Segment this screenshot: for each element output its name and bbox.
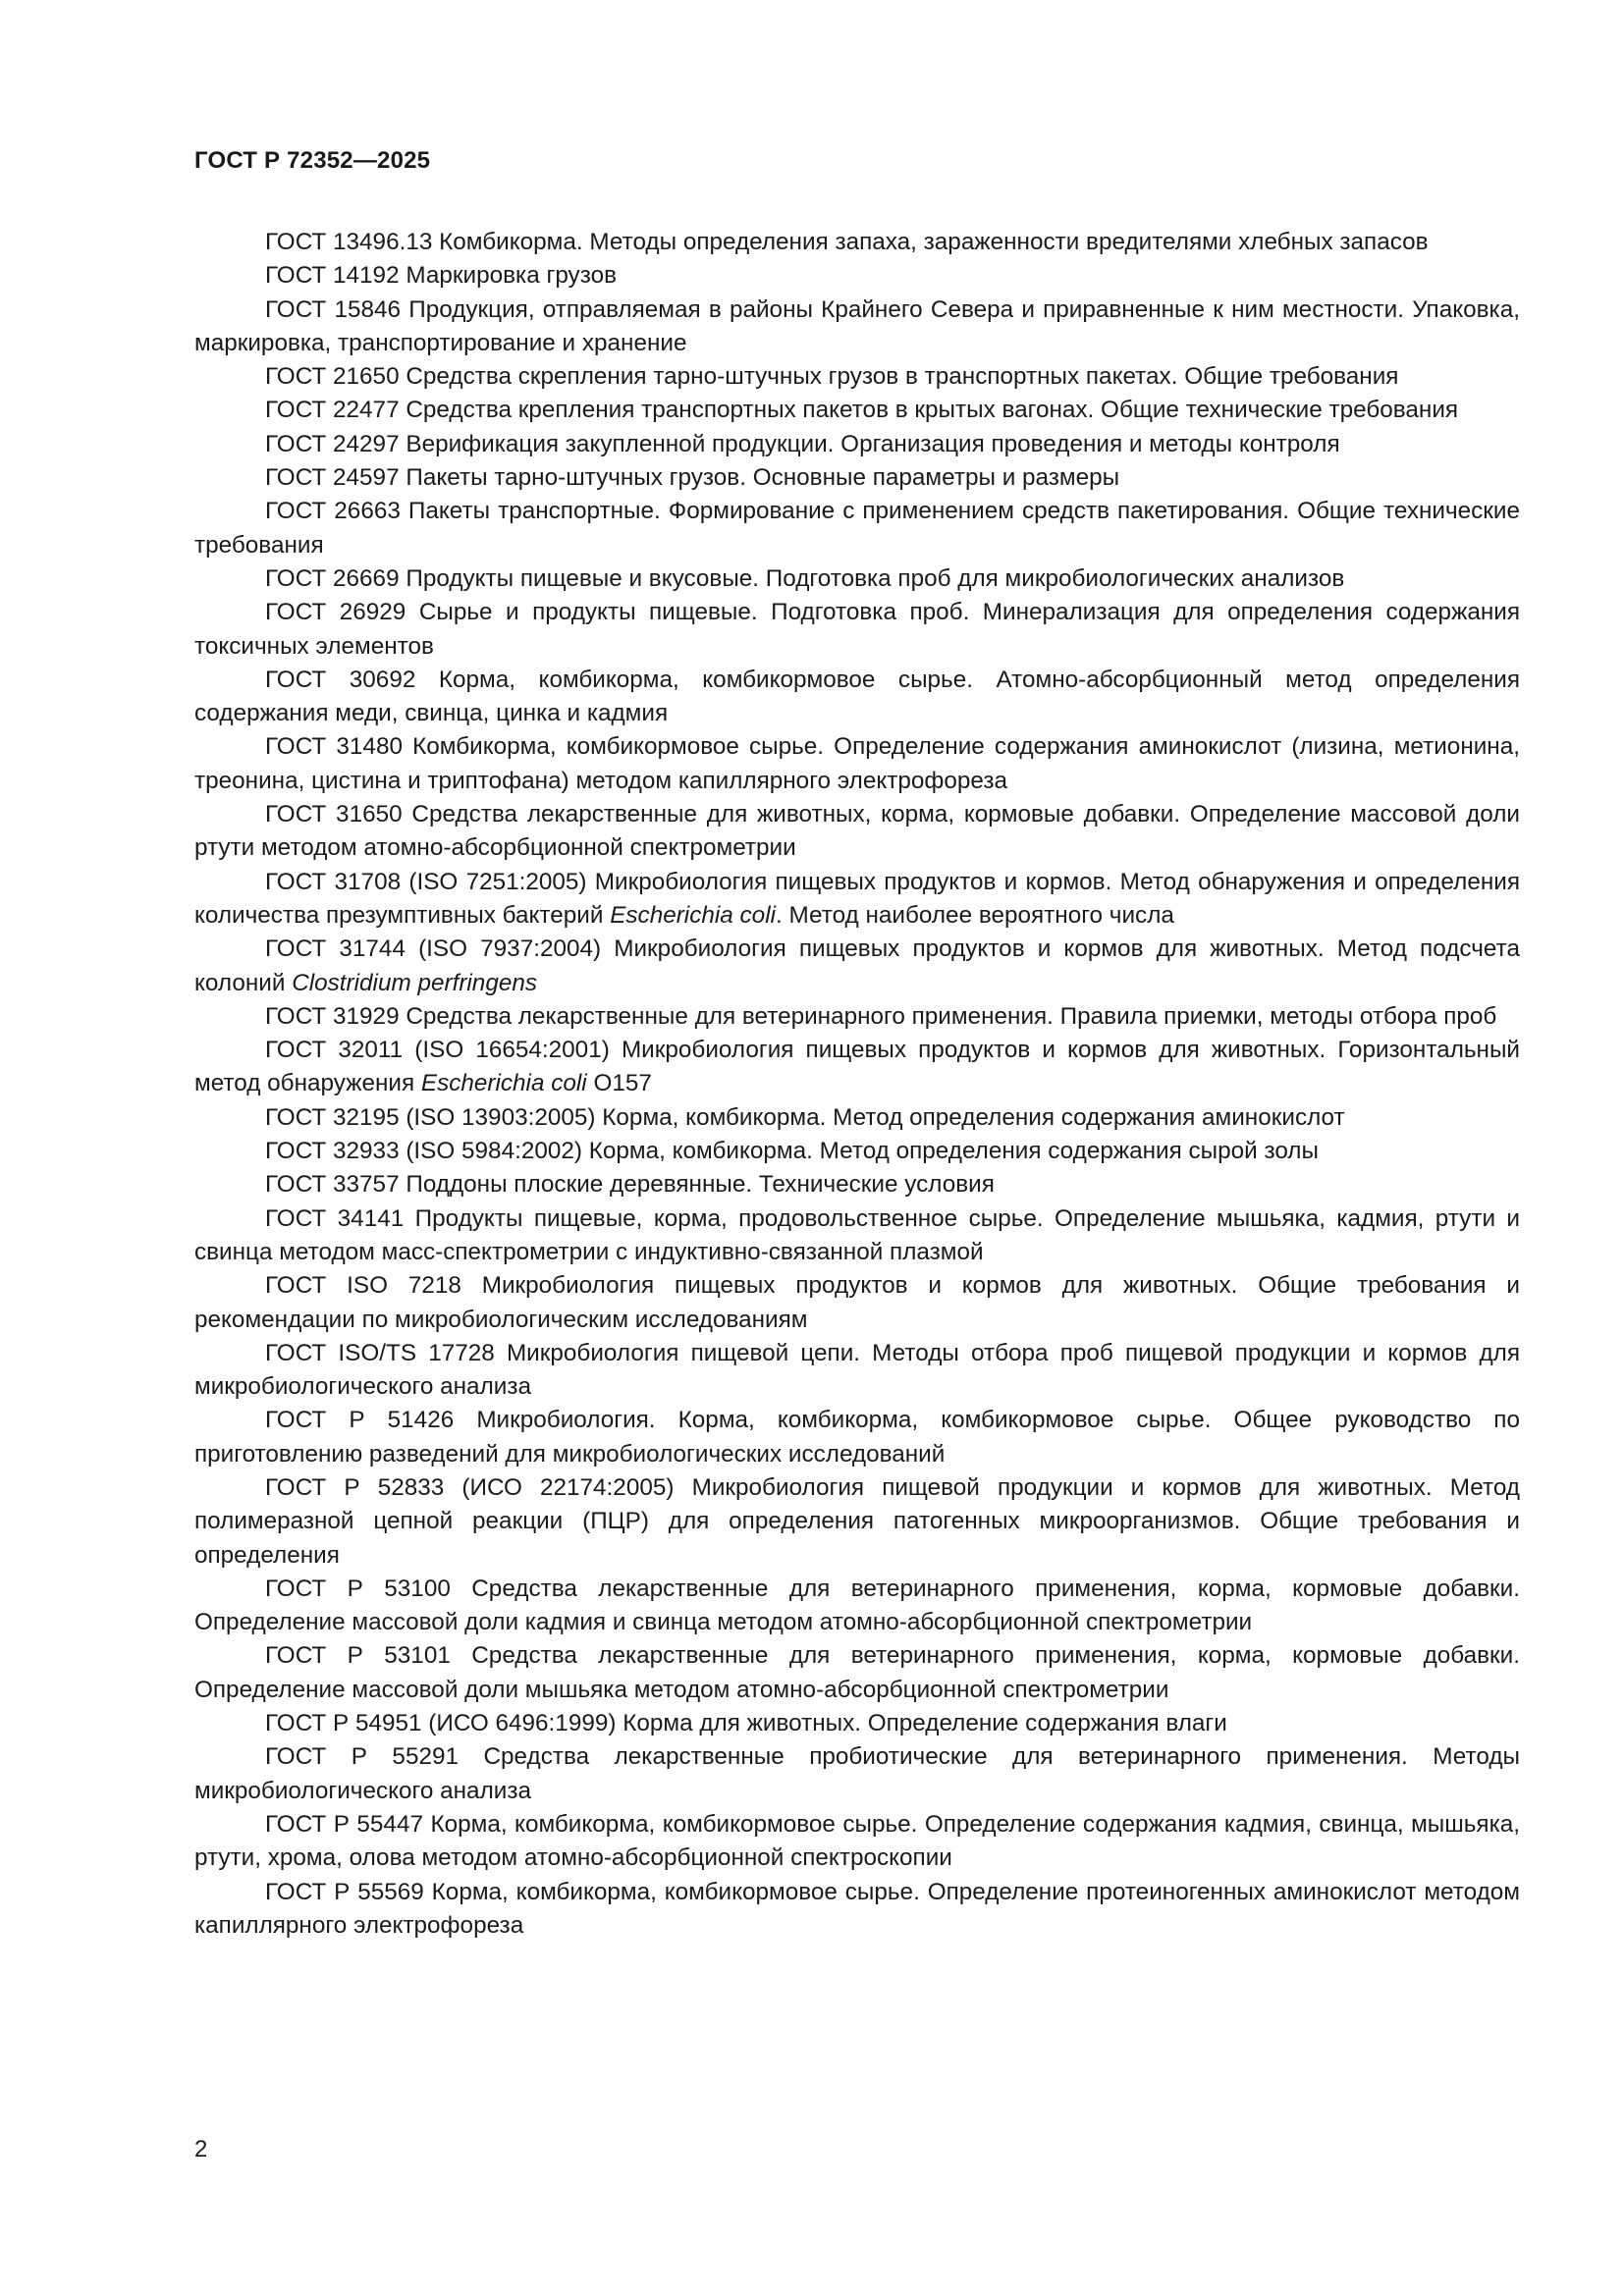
reference-code: ГОСТ 22477 (265, 397, 400, 424)
reference-entry (194, 1034, 1520, 1101)
reference-code: ГОСТ 31929 (265, 1002, 400, 1030)
reference-title: Пакеты транспортные. Формирование с применением средств пакетирования. Общие технические требования (194, 498, 1520, 559)
reference-entry (194, 461, 1520, 495)
reference-code: ГОСТ Р 54951 (ИСО 6496:1999) (265, 1710, 617, 1737)
reference-entry (194, 1707, 1520, 1740)
reference-title: Микробиология. Корма, комбикорма, комбикормовое сырье. Общее руководство по приготовлению разведений для микробиологических исследований (194, 1407, 1520, 1468)
reference-title: Корма, комбикорма. Метод определения содержания сырой золы (588, 1138, 1319, 1165)
reference-title: Микробиология пищевой продукции и кормов для животных. Метод полимеразной цепной реакции (ПЦР) для определения патогенных микроорганизмов. Общие требования и определения (194, 1473, 1520, 1569)
reference-code: ГОСТ 31650 (265, 801, 403, 828)
reference-entry (194, 226, 1520, 259)
reference-code: ГОСТ 32011 (ISO 16654:2001) (265, 1037, 610, 1064)
reference-title: Корма, комбикорма. Метод определения содержания аминокислот (602, 1103, 1345, 1131)
reference-title: Комбикорма. Методы определения запаха, зараженности вредителями хлебных запасов (439, 229, 1429, 255)
reference-title: Верификация закупленной продукции. Организация проведения и методы контроля (406, 430, 1340, 457)
reference-title: Средства лекарственные для животных, корма, кормовые добавки. Определение массовой доли ртути методом атомно-абсорбционной спектрометрии (194, 801, 1520, 862)
reference-entry (194, 562, 1520, 596)
reference-title: Средства лекарственные для ветеринарного применения, корма, кормовые добавки. Определение массовой доли мышьяка методом атомно-абсорбционной спектрометрии (194, 1642, 1520, 1703)
document-header: ГОСТ Р 72352—2025 (194, 147, 431, 174)
reference-title: Корма, комбикорма, комбикормовое сырье. Определение содержания кадмия, свинца, мышьяка, ртути, хрома, олова методом атомно-абсорбционной спектроскопии (194, 1810, 1520, 1872)
reference-entry (194, 1573, 1520, 1640)
species-name: Escherichia coli (610, 901, 776, 929)
reference-entry (194, 360, 1520, 394)
reference-entry (194, 1876, 1520, 1944)
reference-entry (194, 866, 1520, 934)
reference-title: Микробиология пищевой цепи. Методы отбора проб пищевой продукции и кормов для микробиологического анализа (194, 1339, 1520, 1401)
reference-title: Продукты пищевые и вкусовые. Подготовка проб для микробиологических анализов (406, 564, 1345, 592)
reference-entry (194, 294, 1520, 361)
reference-title: Корма для животных. Определение содержания влаги (623, 1710, 1227, 1737)
reference-title-after: O157 (586, 1070, 652, 1097)
reference-title: Сырье и продукты пищевые. Подготовка проб. Минерализация для определения содержания токсичных элементов (194, 599, 1520, 660)
reference-code: ГОСТ 26669 (265, 564, 400, 592)
reference-entry (194, 1101, 1520, 1135)
reference-code: ГОСТ 13496.13 (265, 229, 433, 255)
reference-entry (194, 495, 1520, 562)
reference-code: ГОСТ Р 53101 (265, 1642, 451, 1670)
reference-entry (194, 1000, 1520, 1034)
reference-title: Маркировка грузов (406, 262, 617, 290)
normative-references-list (194, 226, 1520, 1943)
reference-entry (194, 1337, 1520, 1405)
reference-title: Средства лекарственные пробиотические для ветеринарного применения. Методы микробиологического анализа (194, 1743, 1520, 1804)
reference-entry (194, 730, 1520, 798)
reference-code: ГОСТ 26929 (265, 599, 406, 626)
reference-entry (194, 933, 1520, 1000)
reference-code: ГОСТ 32933 (ISO 5984:2002) (265, 1138, 582, 1165)
reference-code: ГОСТ 30692 (265, 666, 416, 693)
reference-code: ГОСТ 33757 (265, 1171, 400, 1199)
reference-title-after: . Метод наиболее вероятного числа (776, 901, 1174, 929)
reference-code: ГОСТ 15846 (265, 295, 402, 323)
reference-title: Продукция, отправляемая в районы Крайнего Севера и приравненные к ним местности. Упаковка, маркировка, транспортирование и хранение (194, 295, 1520, 356)
reference-code: ГОСТ Р 55291 (265, 1743, 459, 1771)
reference-entry (194, 1404, 1520, 1471)
reference-code: ГОСТ Р 55447 (265, 1810, 423, 1838)
reference-code: ГОСТ 21650 (265, 363, 400, 391)
reference-code: ГОСТ 31480 (265, 733, 403, 761)
reference-title: Корма, комбикорма, комбикормовое сырье. Атомно-абсорбционный метод определения содержания меди, свинца, цинка и кадмия (194, 666, 1520, 727)
reference-code: ГОСТ 31744 (ISO 7937:2004) (265, 935, 602, 963)
reference-entry (194, 1740, 1520, 1808)
reference-code: ГОСТ 26663 (265, 498, 401, 525)
reference-title: Средства скрепления тарно-штучных грузов в транспортных пакетах. Общие требования (406, 363, 1399, 391)
reference-entry (194, 428, 1520, 461)
reference-entry (194, 1639, 1520, 1707)
page-number: 2 (194, 2136, 208, 2163)
reference-code: ГОСТ 14192 (265, 262, 400, 290)
reference-entry (194, 1269, 1520, 1337)
reference-entry (194, 1168, 1520, 1201)
reference-code: ГОСТ 24597 (265, 464, 400, 492)
species-name: Clostridium perfringens (292, 969, 538, 996)
reference-code: ГОСТ Р 51426 (265, 1407, 455, 1434)
reference-entry (194, 259, 1520, 293)
reference-code: ГОСТ ISO 7218 (265, 1272, 461, 1300)
reference-entry (194, 798, 1520, 866)
species-name: Escherichia coli (420, 1070, 587, 1097)
reference-code: ГОСТ 31708 (ISO 7251:2005) (265, 868, 587, 895)
reference-title-before: Микробиология пищевых продуктов и кормов для животных. Горизонтальный метод обнаружения (194, 1037, 1520, 1097)
reference-code: ГОСТ 34141 (265, 1204, 405, 1232)
reference-entry (194, 664, 1520, 731)
reference-code: ГОСТ Р 55569 (265, 1878, 424, 1905)
reference-code: ГОСТ Р 53100 (265, 1575, 451, 1602)
reference-entry (194, 1202, 1520, 1270)
reference-title-before: Микробиология пищевых продуктов и кормов. Метод обнаружения и определения количества презумптивных бактерий (194, 868, 1520, 929)
reference-entry (194, 596, 1520, 664)
reference-title: Микробиология пищевых продуктов и кормов для животных. Общие требования и рекомендации по микробиологическим исследованиям (194, 1272, 1520, 1333)
reference-title: Средства крепления транспортных пакетов в крытых вагонах. Общие технические требования (406, 397, 1459, 424)
reference-title: Корма, комбикорма, комбикормовое сырье. Определение протеиногенных аминокислот методом капиллярного электрофореза (194, 1878, 1520, 1939)
reference-entry (194, 1135, 1520, 1168)
reference-title-before: Микробиология пищевых продуктов и кормов для животных. Метод подсчета колоний (194, 935, 1520, 996)
reference-title: Комбикорма, комбикормовое сырье. Определение содержания аминокислот (лизина, метионина, треонина, цистина и триптофана) методом капиллярного электрофореза (194, 733, 1520, 794)
reference-entry (194, 1471, 1520, 1573)
reference-title: Продукты пищевые, корма, продовольственное сырье. Определение мышьяка, кадмия, ртути и свинца методом масс-спектрометрии с индуктивно-связанной плазмой (194, 1204, 1520, 1265)
reference-entry (194, 1808, 1520, 1876)
reference-code: ГОСТ ISO/TS 17728 (265, 1339, 495, 1366)
reference-code: ГОСТ 24297 (265, 430, 400, 457)
reference-code: ГОСТ 32195 (ISO 13903:2005) (265, 1103, 596, 1131)
reference-title: Средства лекарственные для ветеринарного применения. Правила приемки, методы отбора проб (406, 1002, 1497, 1030)
reference-title: Поддоны плоские деревянные. Технические условия (406, 1171, 995, 1199)
reference-title: Пакеты тарно-штучных грузов. Основные параметры и размеры (406, 464, 1120, 492)
reference-entry (194, 394, 1520, 427)
reference-code: ГОСТ Р 52833 (ИСО 22174:2005) (265, 1473, 675, 1501)
reference-title: Средства лекарственные для ветеринарного применения, корма, кормовые добавки. Определение массовой доли кадмия и свинца методом атомно-абсорбционной спектрометрии (194, 1575, 1520, 1636)
